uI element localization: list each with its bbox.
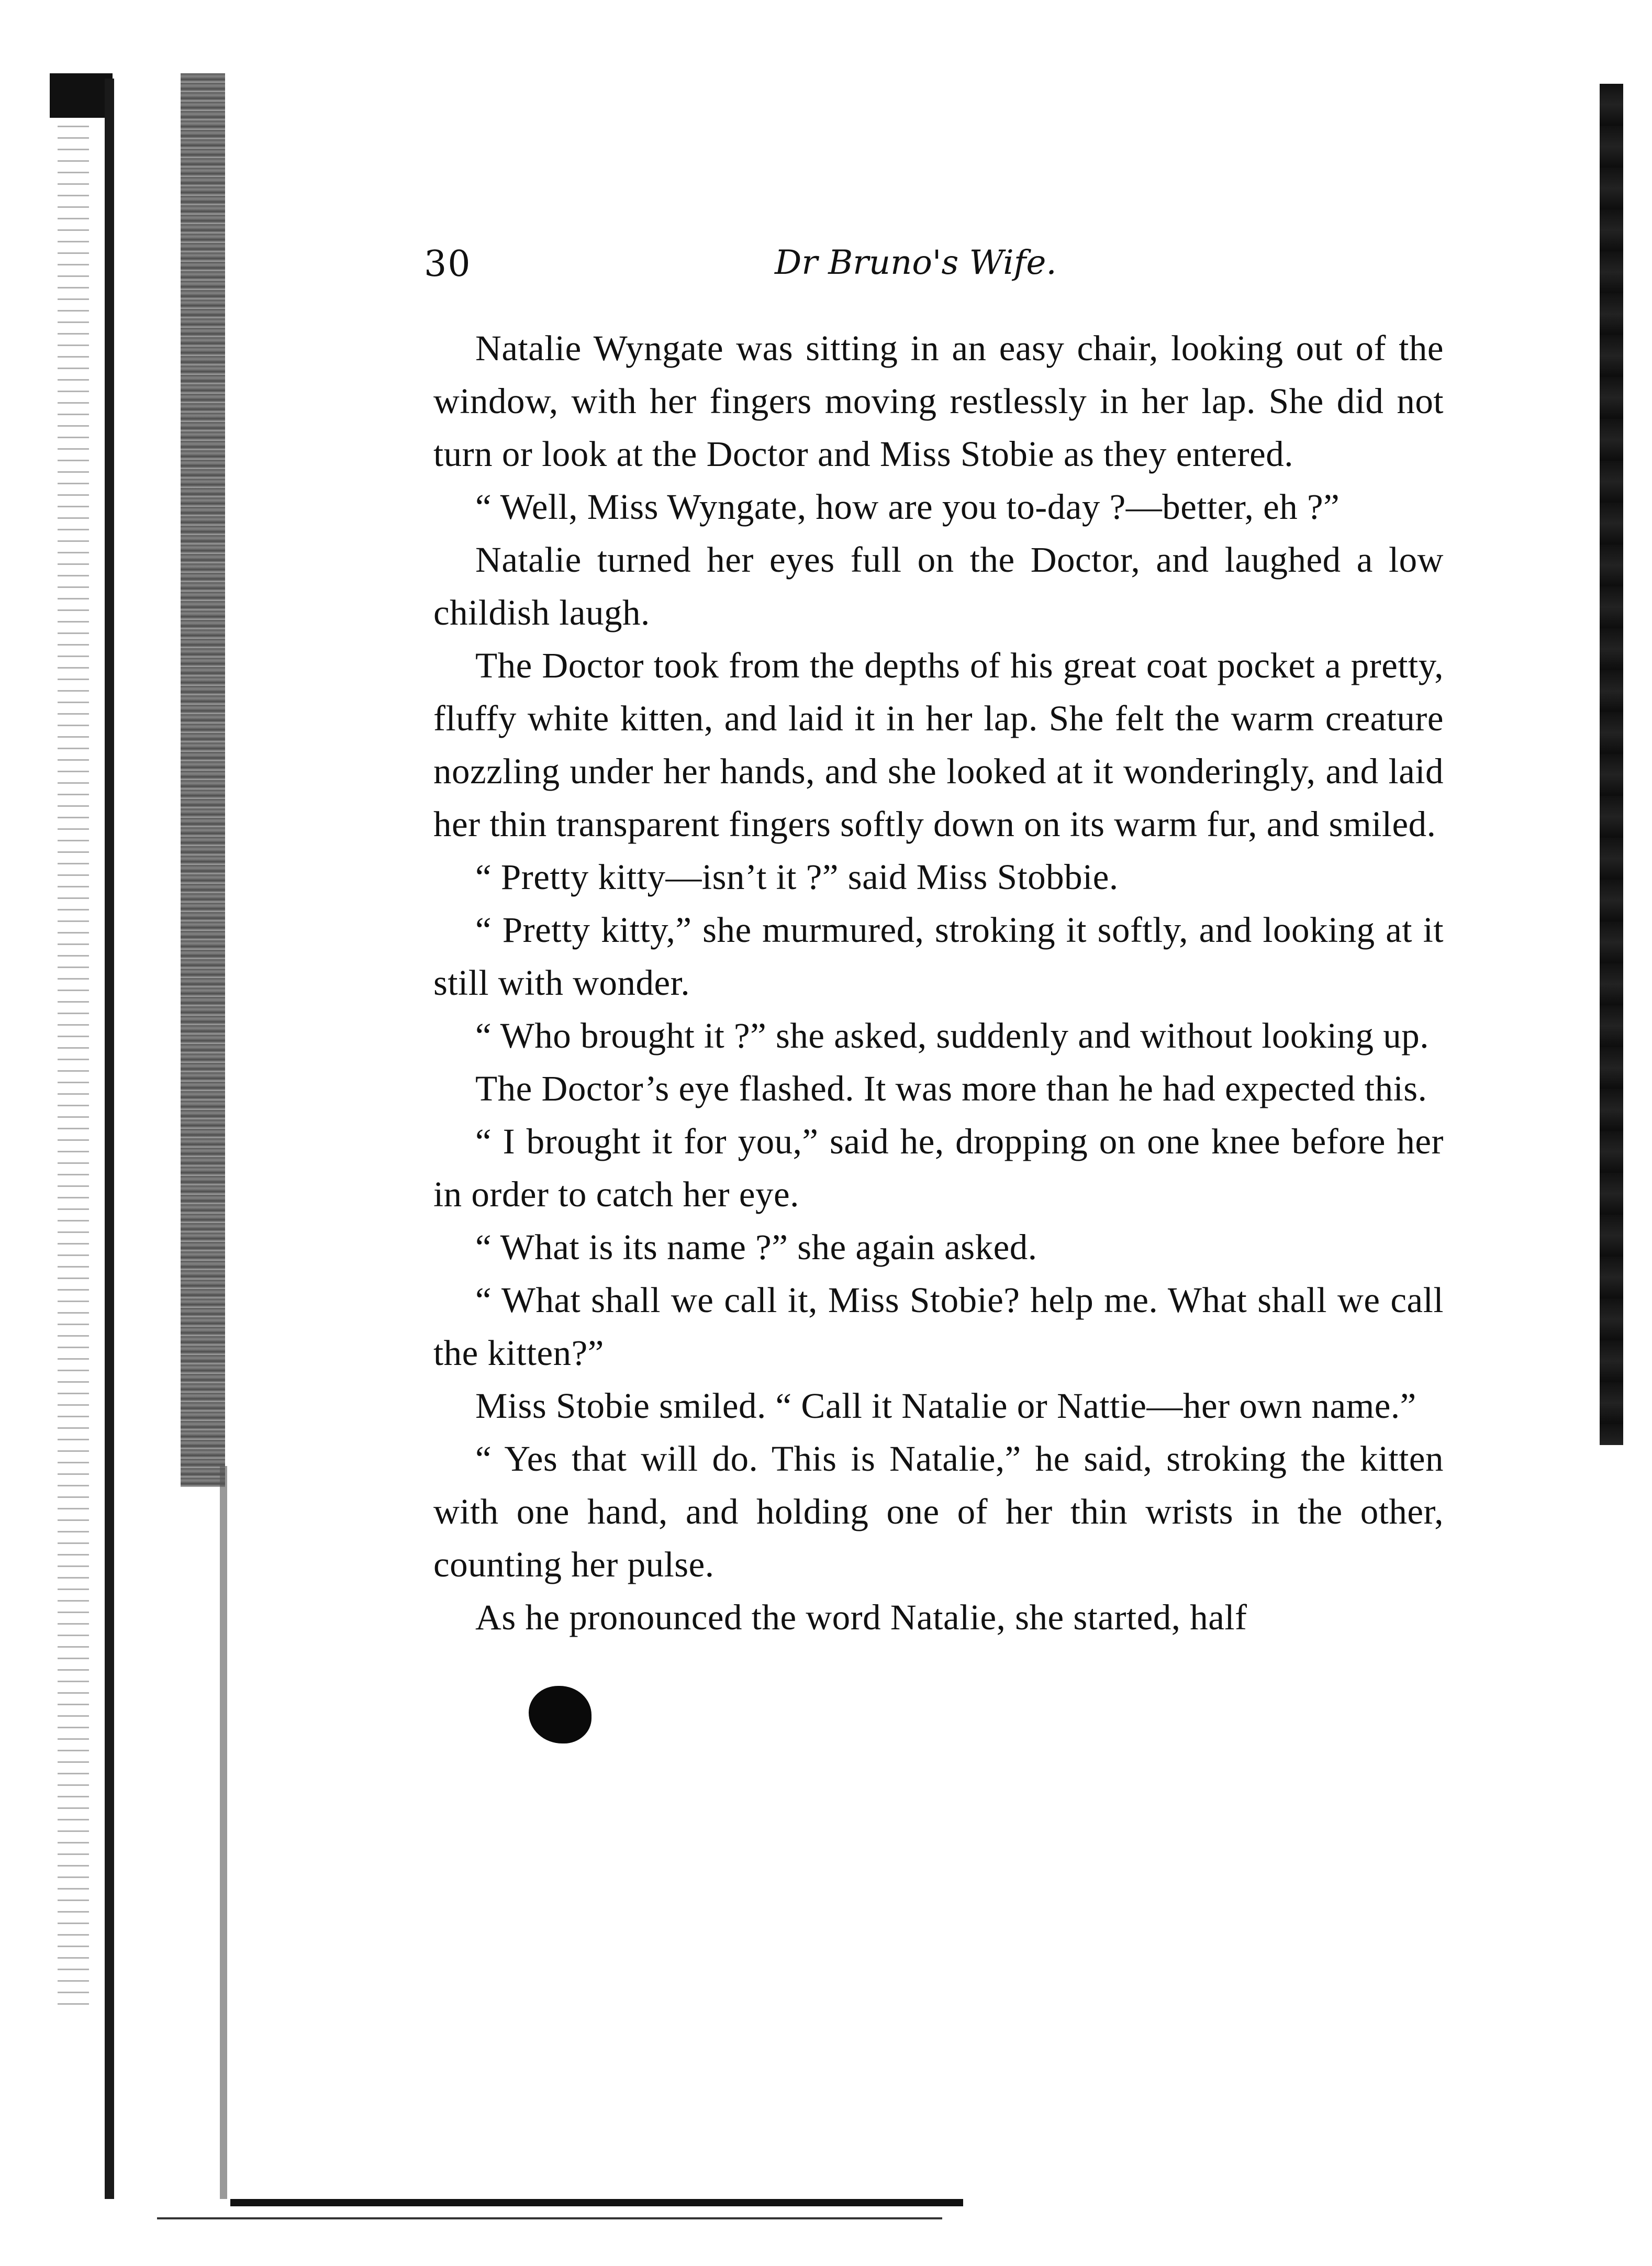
paragraph: Natalie Wyngate was sitting in an easy chair, looking out of the window, with her fingers moving restlessly in her lap. She did not turn or look at the Doctor and Miss Stobie as they entered.	[433, 328, 1444, 474]
scan-edge-shadow	[50, 73, 113, 118]
page-number: 30	[424, 243, 472, 285]
scan-right-edge-shadow	[1600, 84, 1623, 1445]
paragraph: “ Who brought it ?” she asked, suddenly and without looking up.	[475, 1016, 1430, 1056]
paragraph: The Doctor took from the depths of his great coat pocket a pretty, fluffy white kitten, and laid it in her lap. She felt the warm creature nozzling under her hands, and she looked at it wonderingly, and laid her thin transparent fingers softly down on its warm fur, and smiled.	[433, 646, 1444, 844]
paragraph: As he pronounced the word Natalie, she started, half	[475, 1597, 1247, 1637]
scan-gutter-line	[220, 1466, 227, 2199]
scan-gutter-shadow	[181, 73, 225, 1487]
paragraph: “ What shall we call it, Miss Stobie? help me. What shall we call the kitten?”	[433, 1280, 1444, 1373]
scan-noise	[58, 126, 89, 2010]
paragraph: “ Pretty kitty,” she murmured, stroking it softly, and looking at it still with wonder.	[433, 910, 1444, 1003]
paragraph: Natalie turned her eyes full on the Doctor, and laughed a low childish laugh.	[433, 540, 1444, 632]
scan-bottom-edge	[230, 2199, 963, 2206]
paragraph: “ Well, Miss Wyngate, how are you to-day ?—better, eh ?”	[475, 487, 1340, 527]
scan-bottom-edge-thin	[157, 2217, 942, 2219]
paragraph: “ What is its name ?” she again asked.	[475, 1227, 1037, 1267]
paragraph: “ Yes that will do. This is Natalie,” he said, stroking the kitten with one hand, and holding one of her thin wrists in the other, counting her pulse.	[433, 1439, 1444, 1584]
paragraph: “ Pretty kitty—isn’t it ?” said Miss Stobbie.	[475, 857, 1119, 897]
paragraph: “ I brought it for you,” said he, dropping on one knee before her in order to catch her eye.	[433, 1121, 1444, 1214]
running-title: Dr Bruno's Wife.	[775, 243, 1057, 282]
scan-binding-line	[105, 79, 114, 2199]
body-text	[433, 322, 1444, 1644]
paragraph: The Doctor’s eye flashed. It was more than he had expected this.	[475, 1069, 1427, 1108]
page-header	[424, 238, 1104, 296]
ink-blot	[529, 1686, 591, 1743]
paragraph: Miss Stobie smiled. “ Call it Natalie or Nattie—her own name.”	[475, 1386, 1416, 1426]
